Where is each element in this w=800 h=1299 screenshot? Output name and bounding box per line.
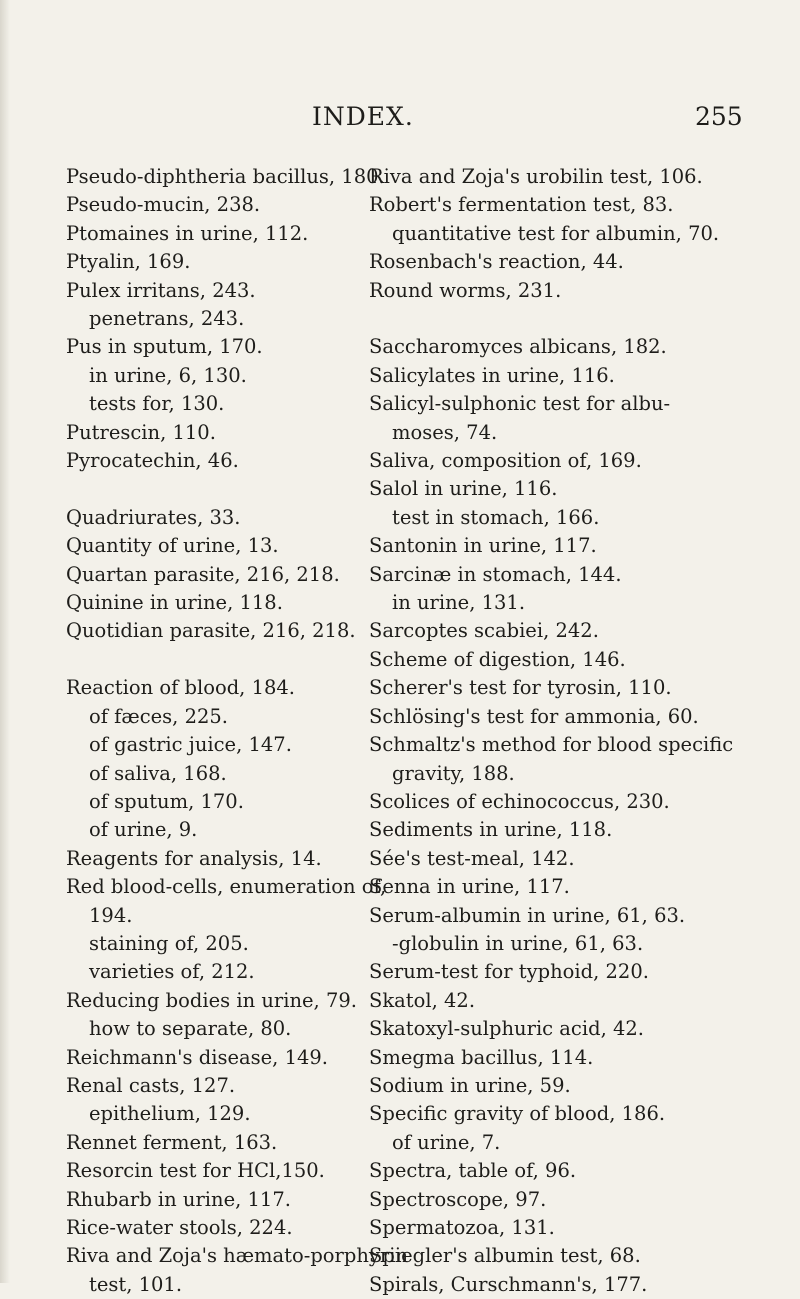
index-entry: Salicylates in urine, 116. bbox=[369, 363, 615, 387]
index-entry: Resorcin test for HCl,150. bbox=[66, 1159, 325, 1183]
index-entry: Ptyalin, 169. bbox=[66, 250, 191, 274]
index-entry: Ptomaines in urine, 112. bbox=[66, 221, 309, 245]
index-entry: Quartan parasite, 216, 218. bbox=[66, 562, 340, 586]
index-entry: Reichmann's disease, 149. bbox=[66, 1045, 328, 1069]
index-entry: Scolices of echinococcus, 230. bbox=[369, 789, 670, 813]
index-subentry: staining of, 205. bbox=[89, 931, 249, 955]
index-entry: Reagents for analysis, 14. bbox=[66, 846, 322, 870]
index-entry: Quotidian parasite, 216, 218. bbox=[66, 619, 356, 643]
index-entry: Serum-albumin in urine, 61, 63. bbox=[369, 903, 686, 927]
index-entry: Robert's fermentation test, 83. bbox=[369, 193, 674, 217]
index-subentry: varieties of, 212. bbox=[89, 960, 255, 984]
index-subentry: -globulin in urine, 61, 63. bbox=[392, 931, 644, 955]
index-entry: Spectra, table of, 96. bbox=[369, 1159, 577, 1183]
index-subentry: of gastric juice, 147. bbox=[89, 733, 292, 757]
section-gap bbox=[66, 475, 338, 503]
index-entry: Schlösing's test for ammonia, 60. bbox=[369, 704, 699, 728]
index-entry: Rhubarb in urine, 117. bbox=[66, 1187, 291, 1211]
index-entry: Spiegler's albumin test, 68. bbox=[369, 1244, 641, 1268]
index-entry: Sée's test-meal, 142. bbox=[369, 846, 575, 870]
page-number: 255 bbox=[695, 102, 743, 131]
index-entry: Rice-water stools, 224. bbox=[66, 1216, 293, 1239]
index-entry: Sodium in urine, 59. bbox=[369, 1073, 571, 1097]
index-entry: Reaction of blood, 184. bbox=[66, 676, 295, 700]
index-entry: Rennet ferment, 163. bbox=[66, 1130, 278, 1154]
index-entry: Sediments in urine, 118. bbox=[369, 818, 613, 842]
index-entry: Rosenbach's reaction, 44. bbox=[369, 250, 624, 274]
index-entry: Putrescin, 110. bbox=[66, 420, 216, 444]
page-title: INDEX. bbox=[312, 102, 414, 131]
index-entry: Skatol, 42. bbox=[369, 988, 476, 1012]
index-entry: Round worms, 231. bbox=[369, 278, 562, 302]
index-entry: Spectroscope, 97. bbox=[369, 1187, 547, 1211]
index-entry: Serum-test for typhoid, 220. bbox=[369, 960, 649, 984]
index-entry: Spermatozoa, 131. bbox=[369, 1216, 555, 1240]
index-entry: Spirals, Curschmann's, 177. bbox=[369, 1272, 648, 1296]
index-subentry: tests for, 130. bbox=[89, 392, 225, 416]
index-entry: Pyrocatechin, 46. bbox=[66, 449, 239, 473]
index-entry: Specific gravity of blood, 186. bbox=[369, 1102, 666, 1126]
index-entry: Schmaltz's method for blood specific bbox=[369, 733, 734, 757]
index-column-left bbox=[66, 163, 409, 1299]
index-entry: Scheme of digestion, 146. bbox=[369, 647, 626, 671]
index-subentry: epithelium, 129. bbox=[89, 1102, 251, 1126]
index-subentry: test in stomach, 166. bbox=[392, 505, 600, 529]
index-subentry: 194. bbox=[89, 903, 133, 927]
index-entry: Saccharomyces albicans, 182. bbox=[369, 335, 667, 359]
index-entry: Quantity of urine, 13. bbox=[66, 534, 279, 558]
index-entry: Quinine in urine, 118. bbox=[66, 591, 283, 615]
index-subentry: of fæces, 225. bbox=[89, 704, 228, 728]
index-subentry: in urine, 6, 130. bbox=[89, 363, 247, 387]
index-subentry: of urine, 9. bbox=[89, 818, 198, 842]
index-entry: Sarcoptes scabiei, 242. bbox=[369, 619, 599, 643]
section-gap bbox=[369, 305, 709, 333]
index-entry: Red blood-cells, enumeration of, bbox=[66, 875, 387, 899]
index-subentry: moses, 74. bbox=[392, 420, 498, 444]
index-entry: Pus in sputum, 170. bbox=[66, 335, 263, 359]
index-entry: Sarcinæ in stomach, 144. bbox=[369, 562, 622, 586]
index-entry: Pseudo-mucin, 238. bbox=[66, 193, 261, 217]
index-subentry: gravity, 188. bbox=[392, 761, 515, 785]
index-subentry: of urine, 7. bbox=[392, 1130, 501, 1154]
index-entry: Scherer's test for tyrosin, 110. bbox=[369, 676, 672, 700]
index-entry: Senna in urine, 117. bbox=[369, 875, 570, 899]
index-subentry: test, 101. bbox=[89, 1272, 183, 1296]
index-entry: Smegma bacillus, 114. bbox=[369, 1045, 594, 1069]
index-subentry: in urine, 131. bbox=[392, 591, 526, 615]
page-edge-shadow bbox=[0, 0, 10, 1283]
index-entry: Skatoxyl-sulphuric acid, 42. bbox=[369, 1017, 644, 1041]
index-entry: Pseudo-diphtheria bacillus, 180. bbox=[66, 165, 385, 188]
index-subentry: how to separate, 80. bbox=[89, 1017, 292, 1041]
index-entry: Saliva, composition of, 169. bbox=[369, 449, 642, 473]
section-gap bbox=[66, 646, 338, 674]
index-entry: Santonin in urine, 117. bbox=[369, 534, 597, 558]
index-entry: Riva and Zoja's hæmato-porphyrin bbox=[66, 1244, 409, 1268]
page-header bbox=[0, 100, 800, 140]
index-column-right bbox=[369, 163, 734, 1299]
index-subentry: of sputum, 170. bbox=[89, 789, 244, 813]
index-entry: Quadriurates, 33. bbox=[66, 505, 241, 529]
index-entry: Salicyl-sulphonic test for albu- bbox=[369, 392, 671, 416]
index-subentry: penetrans, 243. bbox=[89, 307, 245, 331]
index-subentry: quantitative test for albumin, 70. bbox=[392, 221, 720, 245]
index-entry: Salol in urine, 116. bbox=[369, 477, 558, 501]
index-entry: Reducing bodies in urine, 79. bbox=[66, 988, 357, 1012]
index-subentry: of saliva, 168. bbox=[89, 761, 227, 785]
index-entry: Pulex irritans, 243. bbox=[66, 278, 256, 302]
index-entry: Riva and Zoja's urobilin test, 106. bbox=[369, 165, 703, 188]
index-entry: Renal casts, 127. bbox=[66, 1073, 236, 1097]
